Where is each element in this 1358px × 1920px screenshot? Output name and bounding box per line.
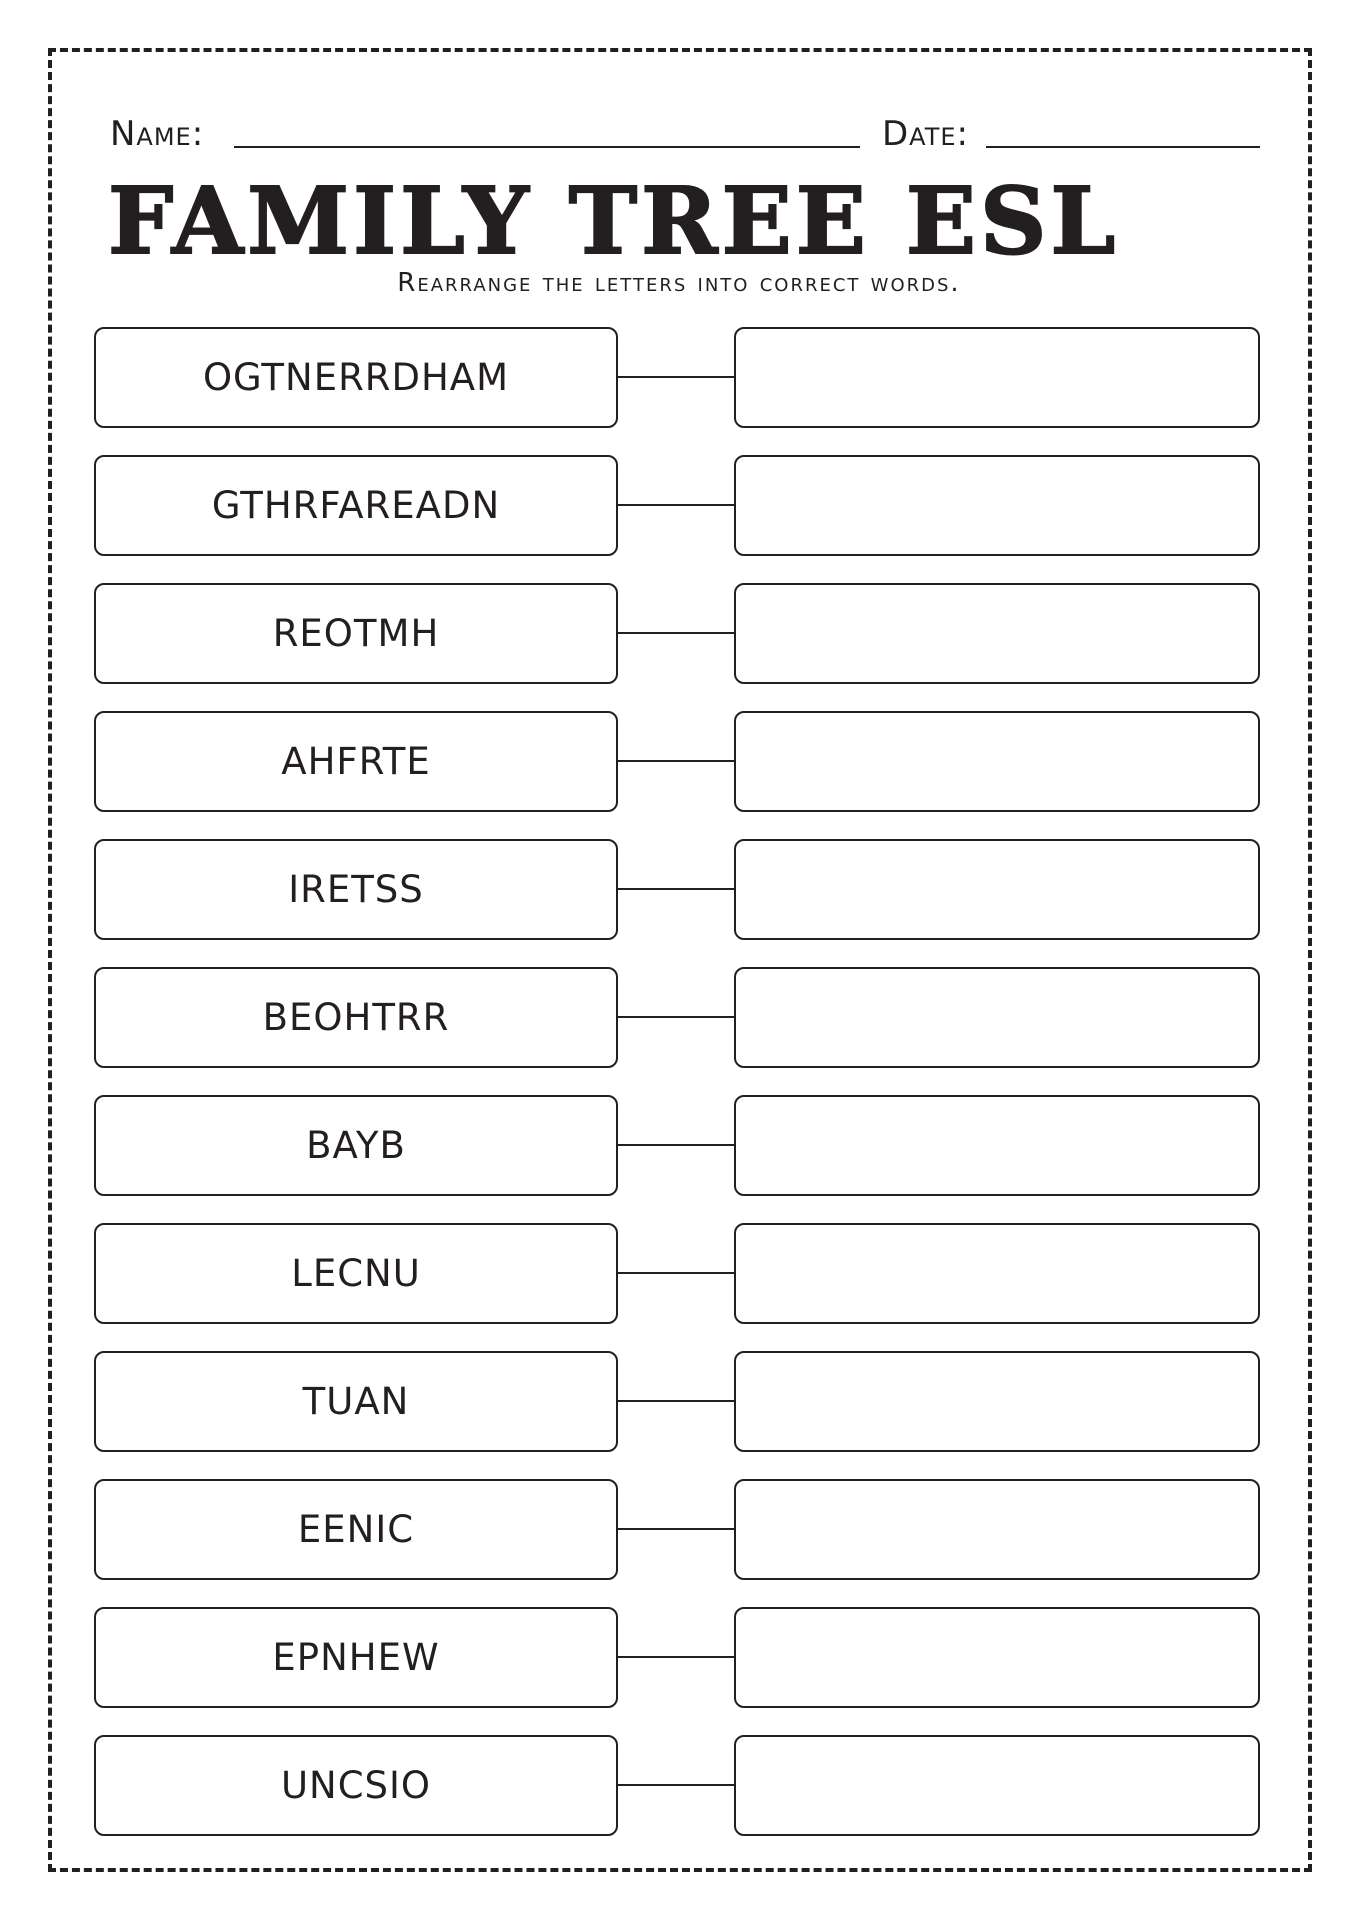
- connector-line: [618, 760, 734, 762]
- scrambled-word: LECNU: [94, 1223, 618, 1324]
- scrambled-word: BEOHTRR: [94, 967, 618, 1068]
- scrambled-word: EENIC: [94, 1479, 618, 1580]
- connector-line: [618, 1656, 734, 1658]
- connector-line: [618, 1272, 734, 1274]
- answer-box[interactable]: [734, 455, 1260, 556]
- word-rows: [94, 327, 1264, 1863]
- date-label: Date:: [882, 114, 970, 154]
- connector-line: [618, 1784, 734, 1786]
- answer-box[interactable]: [734, 1479, 1260, 1580]
- scrambled-word: UNCSIO: [94, 1735, 618, 1836]
- scrambled-word: TUAN: [94, 1351, 618, 1452]
- connector-line: [618, 1016, 734, 1018]
- connector-line: [618, 376, 734, 378]
- answer-box[interactable]: [734, 839, 1260, 940]
- scrambled-word: REOTMH: [94, 583, 618, 684]
- answer-box[interactable]: [734, 1095, 1260, 1196]
- word-row: [94, 1479, 1264, 1580]
- scrambled-word: OGTNERRDHAM: [94, 327, 618, 428]
- scrambled-word: IRETSS: [94, 839, 618, 940]
- word-row: [94, 455, 1264, 556]
- word-row: [94, 583, 1264, 684]
- word-row: [94, 1223, 1264, 1324]
- worksheet-title: FAMILY TREE ESL: [108, 167, 1120, 275]
- scrambled-word: GTHRFAREADN: [94, 455, 618, 556]
- answer-box[interactable]: [734, 327, 1260, 428]
- header-row: [110, 114, 1260, 154]
- answer-box[interactable]: [734, 711, 1260, 812]
- word-row: [94, 711, 1264, 812]
- word-row: [94, 1735, 1264, 1836]
- word-row: [94, 1607, 1264, 1708]
- answer-box[interactable]: [734, 967, 1260, 1068]
- scrambled-word: EPNHEW: [94, 1607, 618, 1708]
- instructions: Rearrange the letters into correct words.: [397, 268, 961, 298]
- connector-line: [618, 1400, 734, 1402]
- answer-box[interactable]: [734, 1735, 1260, 1836]
- answer-box[interactable]: [734, 1607, 1260, 1708]
- scrambled-word: BAYB: [94, 1095, 618, 1196]
- name-label: Name:: [110, 114, 205, 154]
- answer-box[interactable]: [734, 583, 1260, 684]
- date-field[interactable]: [986, 146, 1260, 148]
- connector-line: [618, 888, 734, 890]
- name-field[interactable]: [234, 146, 860, 148]
- word-row: [94, 839, 1264, 940]
- connector-line: [618, 632, 734, 634]
- word-row: [94, 967, 1264, 1068]
- scrambled-word: AHFRTE: [94, 711, 618, 812]
- connector-line: [618, 1528, 734, 1530]
- answer-box[interactable]: [734, 1351, 1260, 1452]
- word-row: [94, 327, 1264, 428]
- answer-box[interactable]: [734, 1223, 1260, 1324]
- connector-line: [618, 504, 734, 506]
- word-row: [94, 1351, 1264, 1452]
- word-row: [94, 1095, 1264, 1196]
- connector-line: [618, 1144, 734, 1146]
